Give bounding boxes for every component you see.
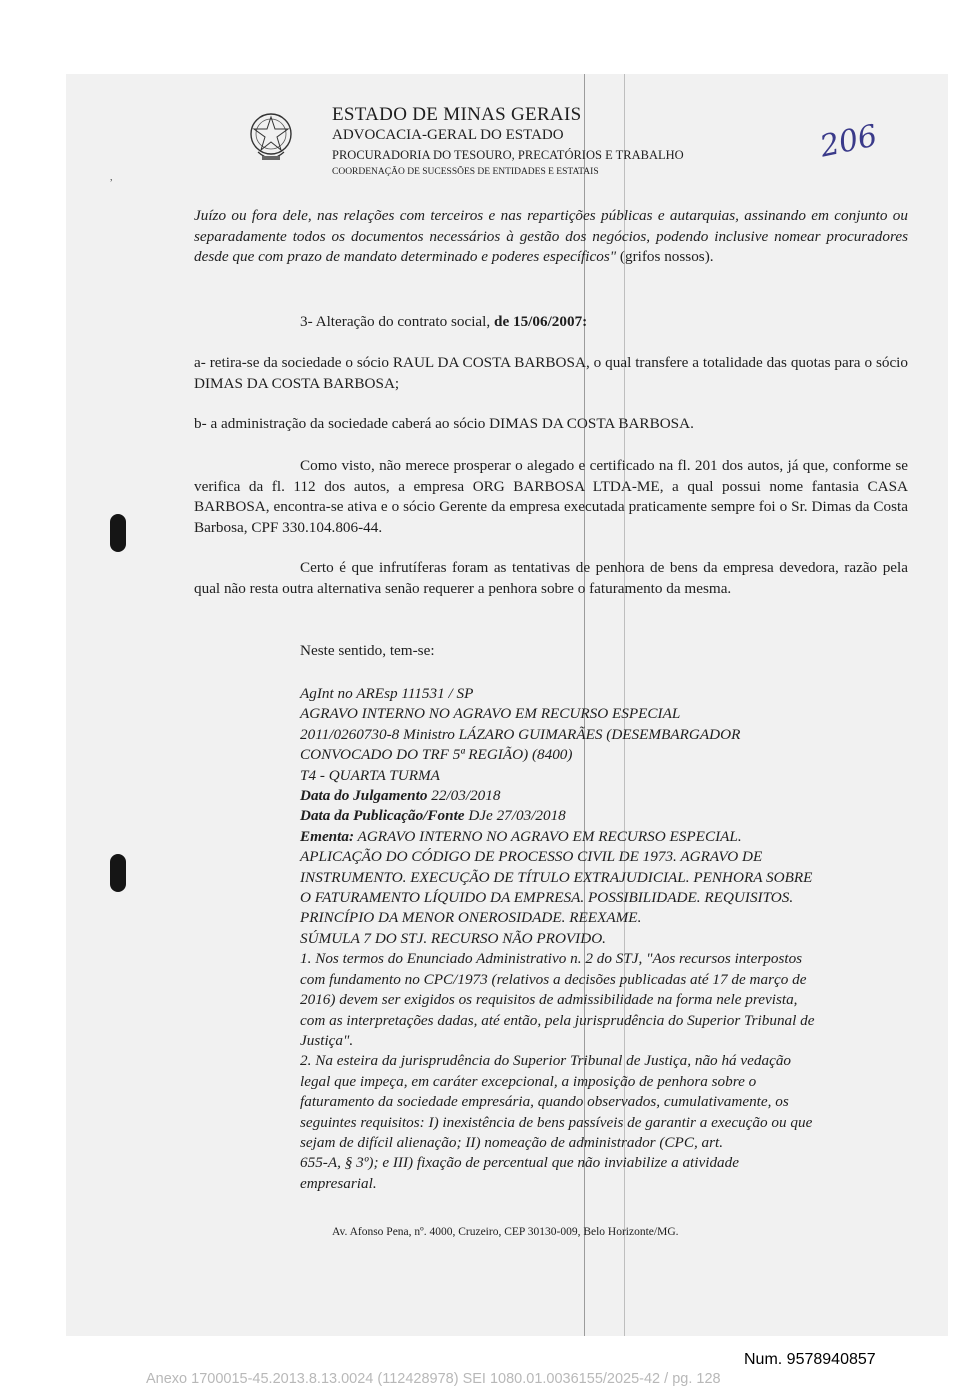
quote-line xyxy=(300,786,912,806)
quote-line: O FATURAMENTO LÍQUIDO DA EMPRESA. POSSIBILIDADE. REQUISITOS. xyxy=(300,889,794,907)
quote-line: AGRAVO INTERNO NO AGRAVO EM RECURSO ESPECIAL xyxy=(300,705,681,723)
binder-hole xyxy=(110,514,126,552)
paragraph-request: Certo é que infrutíferas foram as tentativas de penhora de bens da empresa devedora, razão pela qual não resta outra alternativa senão requerer a penhora sobre o faturamento da mesma. xyxy=(194,559,908,597)
quote-line: AgInt no AREsp 111531 / SP xyxy=(300,685,474,702)
header-state-title: ESTADO DE MINAS GERAIS xyxy=(332,104,582,125)
quote-line: legal que impeça, em caráter excepcional, a imposição de penhora sobre o xyxy=(300,1072,757,1090)
ementa-value: AGRAVO INTERNO NO AGRAVO EM RECURSO ESPECIAL. xyxy=(354,827,742,845)
paragraph-item-a: a- retira-se da sociedade o sócio RAUL DA COSTA BARBOSA, o qual transfere a totalidade das quotas para o sócio DIMAS DA COSTA BARBOSA; xyxy=(194,354,908,392)
quote-line: sejam de difícil alienação; II) nomeação de administrador (CPC, art. xyxy=(300,1133,724,1151)
footer-address: Av. Afonso Pena, nº. 4000, Cruzeiro, CEP 30130-009, Belo Horizonte/MG. xyxy=(332,1226,679,1238)
quote-line xyxy=(300,827,912,847)
quote-line: com fundamento no CPC/1973 (relativos a decisões publicadas até 17 de março de xyxy=(300,970,807,988)
quote-line: 2. Na esteira da jurisprudência do Superior Tribunal de Justiça, não há vedação xyxy=(300,1052,792,1070)
jurisprudence-quote xyxy=(300,684,912,1194)
document-number: Num. 9578940857 xyxy=(744,1351,876,1368)
header-org: ADVOCACIA-GERAL DO ESTADO xyxy=(332,127,564,143)
quote-line: 1. Nos termos do Enunciado Administrativo n. 2 do STJ, "Aos recursos interpostos xyxy=(300,950,803,968)
publication-label: Data da Publicação/Fonte xyxy=(300,807,465,825)
ementa-label: Ementa: xyxy=(300,827,355,845)
scan-speck: , xyxy=(110,172,113,183)
paragraph-item-b: b- a administração da sociedade caberá ao sócio DIMAS DA COSTA BARBOSA. xyxy=(194,415,694,432)
header-coord: COORDENAÇÃO DE SUCESSÕES DE ENTIDADES E ESTATAIS xyxy=(332,167,599,177)
sei-watermark: Anexo 1700015-45.2013.8.13.0024 (112428978) SEI 1080.01.0036155/2025-42 / pg. 128 xyxy=(146,1371,721,1387)
handwritten-page-number: 206 xyxy=(816,118,881,165)
quote-line: SÚMULA 7 DO STJ. RECURSO NÃO PROVIDO. xyxy=(300,929,606,947)
header-dept: PROCURADORIA DO TESOURO, PRECATÓRIOS E TRABALHO xyxy=(332,148,684,162)
quote-line: empresarial. xyxy=(300,1174,377,1192)
judgment-date-value: 22/03/2018 xyxy=(427,787,501,805)
publication-value: DJe 27/03/2018 xyxy=(464,807,566,825)
quote-line: CONVOCADO DO TRF 5ª REGIÃO) (8400) xyxy=(300,746,573,764)
quote-line: APLICAÇÃO DO CÓDIGO DE PROCESSO CIVIL DE 1973. AGRAVO DE xyxy=(300,848,763,866)
alteration-date: de 15/06/2007: xyxy=(494,313,588,330)
paragraph-alteration xyxy=(300,312,900,333)
state-coat-of-arms-icon xyxy=(248,108,294,166)
quote-line: com as interpretações dadas, até então, pela jurisprudência do Superior Tribunal de xyxy=(300,1011,815,1029)
paragraph-lead-in: Neste sentido, tem-se: xyxy=(300,642,435,659)
quote-line: Justiça". xyxy=(300,1031,354,1049)
alteration-lead: 3- Alteração do contrato social, xyxy=(300,313,494,330)
binder-hole xyxy=(110,854,126,892)
quote-line: T4 - QUARTA TURMA xyxy=(300,766,440,784)
judgment-date-label: Data do Julgamento xyxy=(300,787,428,805)
paragraph-analysis: Como visto, não merece prosperar o alegado e certificado na fl. 201 dos autos, já que, conforme se verifica da fl. 112 dos autos, a empresa ORG BARBOSA LTDA-ME, a qual possui nome fantasia CASA BARBOSA, encontra-se ativa e o sócio Gerente da empresa executada praticamente sempre foi o Sr. Dimas da Costa Barbosa, CPF 330.104.806-44. xyxy=(194,457,908,536)
quote-line: PRINCÍPIO DA MENOR ONEROSIDADE. REEXAME. xyxy=(300,909,642,927)
quote-line: INSTRUMENTO. EXECUÇÃO DE TÍTULO EXTRAJUDICIAL. PENHORA SOBRE xyxy=(300,868,813,886)
paragraph-powers-quote: Juízo ou fora dele, nas relações com terceiros e nas repartições públicas e autarquias, assinando em conjunto ou separadamente todos os documentos necessários à gestão dos negócios, podendo inclusive nomear procuradores desde que com prazo de mandato determinado e poderes específicos" xyxy=(194,207,908,265)
quote-line: faturamento da sociedade empresária, quando observados, cumulativamente, os xyxy=(300,1093,789,1111)
quote-line: seguintes requisitos: I) inexistência de bens passíveis de garantir a execução ou que xyxy=(300,1113,813,1131)
paragraph-powers-tail: (grifos nossos). xyxy=(616,248,714,265)
quote-line: 655-A, § 3º); e III) fixação de percentual que não inviabilize a atividade xyxy=(300,1154,739,1172)
paragraph-powers xyxy=(194,206,908,268)
quote-line: 2011/0260730-8 Ministro LÁZARO GUIMARÃES (DESEMBARGADOR xyxy=(300,725,741,743)
quote-line: 2016) devem ser exigidos os requisitos de admissibilidade na forma nele prevista, xyxy=(300,991,798,1009)
quote-line xyxy=(300,806,912,826)
